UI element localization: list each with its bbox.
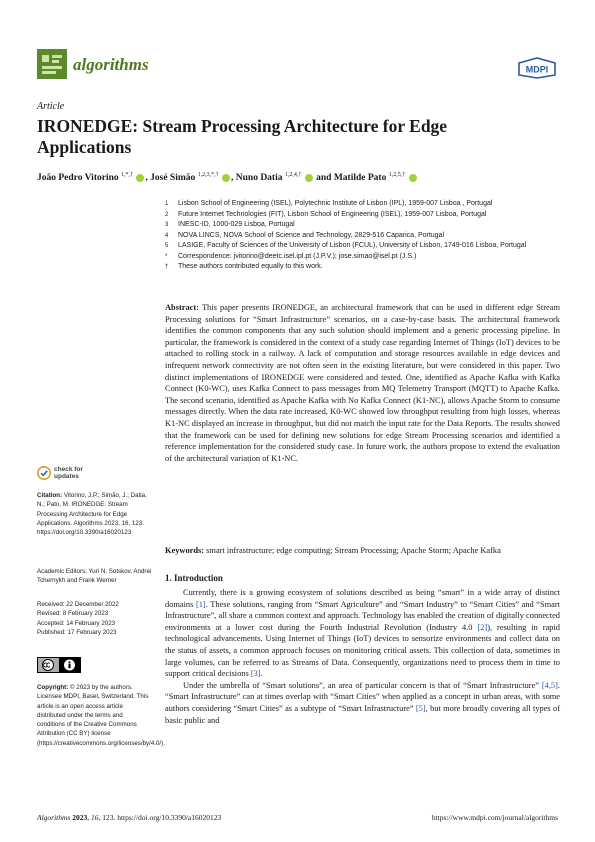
abstract-text: This paper presents IRONEDGE, an architectural framework that can be used in different edge Stream Processing solutions for “Smart Infrastructure” scenarios, on a case-by-case basis. The architectural framework identifies the common components that any such solution should implement and a generic processing pipeline. In particular, the framework is considered in the context of a study case regarding Internet of Things (IoT) devices to be attached to rolling stock in a railway. A lack of computation and storage resources available in edge devices and infrequent network connectivity are not often seen in the existing literature, but were considered in this paper. Two distinct implementations of IRONEDGE were considered and tested. One, identified as Apache Kafka with Kafka Connect (K0-WC), uses Kafka Connect to pass messages from MQ Telemetry Transport (MQTT) to Apache Kafka. The second scenario, identified as Apache Kafka with No Kafka Connect (K1-NC), allows Apache Storm to consume messages directly. When the data rate increased, K0-WC showed low throughput resulting from high losses, whereas K1-NC displayed an increase in throughput, but did not match the input rate for the Data Reports. The results showed that the framework can be used for defining new solutions for edge Stream Processing scenarios and identified a reference implementation for the considered study case. In future work, the authors propose to extend the evaluation of the architectural variation of K1-NC. (165, 303, 560, 463)
copyright-block (37, 683, 165, 748)
paragraph: Under the umbrella of “Smart solutions”, an area of particular concern is that of “Smart Infrastructure” [4,5]. “Smart Infrastructure” can at times overlap with “Smart Cities” when applied as a concept in urban areas, with some authors considering “Smart Cities” as a subtype of “Smart Infrastructure” [5], but more broadly covering all types of basic public and (165, 680, 560, 725)
orcid-icon[interactable] (222, 174, 230, 182)
equal-contribution-note: † These authors contributed equally to this work. (165, 263, 323, 270)
keywords (165, 545, 560, 557)
section-heading: 1. Introduction (165, 573, 223, 583)
cc-by-icon (37, 657, 81, 673)
keywords-text: smart infrastructure; edge computing; Stream Processing; Apache Storm; Apache Kafka (206, 546, 501, 555)
keywords-label: Keywords: (165, 546, 205, 555)
published-date: Published: 17 February 2023 (37, 628, 117, 636)
algorithms-logo-icon (37, 49, 67, 79)
intro-body (165, 587, 560, 726)
author-affil-marks: 1,2,4,† (284, 172, 302, 178)
affiliation-item: 2 Future Internet Technologies (FIT), Lisbon School of Engineering (ISEL), 1959-007 Lisboa, Portugal (165, 210, 487, 218)
author-name: João Pedro Vitorino (37, 173, 119, 184)
author-affil-marks: 1,2,5,† (388, 172, 406, 178)
citation-link[interactable]: [2] (477, 622, 488, 632)
footer-doi[interactable]: , 123. https://doi.org/10.3390/a16020123 (98, 813, 222, 822)
academic-editors: Academic Editors: Yuri N. Sotskov, Andrei Tchernykh and Frank Werner (37, 568, 152, 585)
check-updates-line2: updates (54, 473, 79, 480)
footer-year: 2023 (72, 813, 88, 822)
copyright-label: Copyright: (37, 684, 69, 691)
abstract (165, 302, 560, 464)
dates-block (37, 600, 152, 637)
orcid-icon[interactable] (305, 174, 313, 182)
citation-link[interactable]: [5] (415, 703, 426, 713)
paper-title: IRONEDGE: Stream Processing Architecture for Edge Applications (37, 116, 448, 157)
journal-logo (37, 49, 67, 79)
accepted-date: Accepted: 14 February 2023 (37, 619, 116, 627)
citation-label: Citation: (37, 492, 63, 499)
footer-journal-url[interactable]: https://www.mdpi.com/journal/algorithms (431, 813, 558, 822)
citation-text: Vitorino, J.P.; Simão, J.; Datia, N.; Pato, M. IRONEDGE: Stream Processing Architecture for Edge Applications. Algorithms 2023, 16, 123. https://doi.org/10.3390/a16020123 (37, 492, 147, 537)
author-conjunction: and (316, 173, 332, 184)
footer-volume: 16 (90, 813, 99, 822)
correspondence: * Correspondence: jvitorino@deetc.isel.ipl.pt (J.P.V.); jose.simao@isel.pt (J.S.) (165, 252, 417, 260)
affiliation-item: 5 LASIGE, Faculty of Sciences of the University of Lisbon (FCUL), University of Lisbon, 1749-016 Lisboa, Portugal (165, 242, 527, 249)
citation-link[interactable]: [1] (195, 599, 206, 609)
affiliations (165, 199, 560, 273)
check-for-updates-button[interactable] (37, 466, 83, 480)
citation-block (37, 491, 152, 537)
paragraph: Currently, there is a growing ecosystem of solutions described as being “smart” in a wide array of distinct domains [1]. These solutions, ranging from “Smart Agriculture” and “Smart Industry” to “Smart Cities” and “Smart Infrastructure”, all share a common context and approach. Technology has enabled the creation of digitally connected environments at a lower cost during the Fourth Industrial Revolution (Industry 4.0 [2]), resulting in rapid technological advancements. Using Internet of Things (IoT) devices to sensorize environments and collect data on the status of assets, a common approach focuses on monitoring critical assets. This collection of data, sometimes in large volumes, can be referred to as Streams of Data. Consequently, organizations need to process them in time to support critical decisions [3]. (165, 588, 560, 679)
copyright-text: © 2023 by the authors. Licensee MDPI, Basel, Switzerland. This article is an open access article distributed under the terms and conditions of the Creative Commons Attribution (CC BY) license (https://creativecommons.org/licenses/by/4.0/). (37, 684, 165, 747)
cc-by-badge[interactable] (37, 657, 81, 673)
orcid-icon[interactable] (409, 174, 417, 182)
footer-citation: Algorithms 2023, 16, 123. https://doi.org/10.3390/a16020123 (37, 813, 222, 822)
author-name: José Simão (150, 173, 196, 184)
mdpi-logo (515, 57, 559, 79)
footer-journal: Algorithms (37, 813, 71, 822)
publisher-name: MDPI (525, 64, 549, 75)
revised-date: Revised: 8 February 2023 (37, 610, 109, 618)
author-affil-marks: 1,2,3,*,† (197, 172, 219, 178)
citation-link[interactable]: [3] (250, 669, 261, 679)
abstract-label: Abstract: (165, 303, 199, 312)
received-date: Received: 22 December 2022 (37, 601, 119, 608)
check-updates-icon (37, 466, 51, 480)
author-affil-marks: 1,*,† (121, 172, 134, 178)
affiliation-item: 4 NOVA LINCS, NOVA School of Science and Technology, 2829-516 Caparica, Portugal (165, 231, 445, 239)
author-list: João Pedro Vitorino $^{1,*,\dagger}$ , José Simão $^{1,2,3,*,\dagger}$ , Nuno Datia $^{1,2,4,\dagger}$ and Matilde Pato $^{1,2,5,\dagger}$ (37, 169, 557, 184)
check-updates-line1: check for (54, 466, 83, 473)
journal-name: algorithms (73, 55, 149, 74)
citation-link[interactable]: [4,5] (541, 680, 558, 690)
article-type: Article (37, 101, 65, 112)
affiliation-item: 3 INESC-ID, 1000-029 Lisboa, Portugal (165, 221, 295, 228)
author-name: Matilde Pato (333, 173, 387, 184)
orcid-icon[interactable] (136, 174, 144, 182)
mdpi-logo-icon (515, 57, 559, 79)
author-name: Nuno Datia (235, 173, 283, 184)
affiliation-item: 1 Lisbon School of Engineering (ISEL), Polytechnic Institute of Lisbon (IPL), 1959-007 Lisboa , Portugal (165, 200, 493, 207)
